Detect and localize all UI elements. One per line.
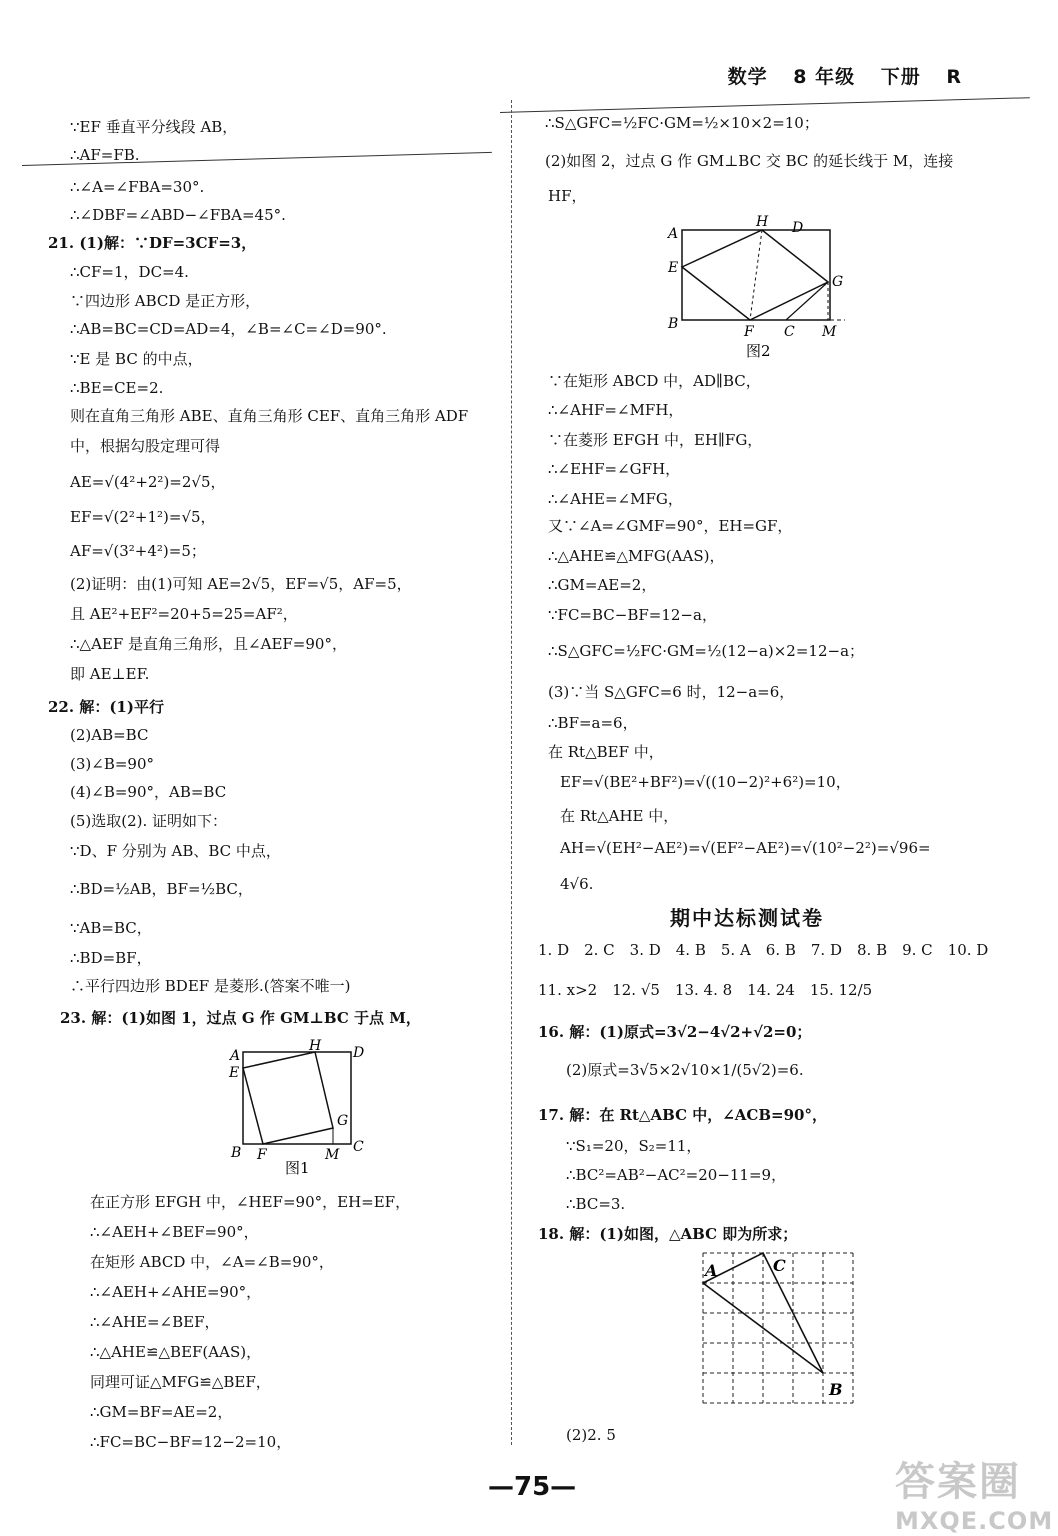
text-line: ∴△AHE≌△MFG(AAS)， [548, 547, 725, 565]
figure-1-caption: 图1 [285, 1159, 310, 1177]
text-line: ∴∠EHF=∠GFH， [548, 460, 681, 478]
question-22: 22. 解：(1)平行 [48, 698, 164, 716]
label-M: M [325, 1147, 340, 1163]
text-line: ∴BF=a=6， [548, 714, 638, 732]
text-line: AF=√(3²+4²)=5； [70, 542, 206, 560]
text-line: 同理可证△MFG≌△BEF， [90, 1373, 271, 1391]
text-line: 中，根据勾股定理可得 [70, 437, 221, 455]
watermark-bottom: MXQE.COM [895, 1507, 1054, 1535]
text-line: 在矩形 ABCD 中，∠A=∠B=90°， [90, 1253, 334, 1271]
column-divider [511, 100, 512, 1445]
text-line: (5)选取(2). 证明如下： [70, 812, 228, 830]
label-B: B [231, 1145, 242, 1161]
text-line: ∴△AEF 是直角三角形，且∠AEF=90°， [70, 635, 347, 653]
label-A: A [230, 1048, 241, 1064]
figure-2 [660, 210, 860, 380]
text-line: ∵E 是 BC 的中点， [70, 350, 203, 368]
label-C: C [784, 324, 795, 340]
figure-1 [225, 1035, 375, 1185]
text-line: (2)2. 5 [566, 1426, 616, 1444]
header-grade: 8 年级 [793, 66, 856, 88]
text-line: ∵FC=BC−BF=12−a， [548, 606, 717, 624]
text-line: ∴GM=BF=AE=2， [90, 1403, 233, 1421]
text-line: 4√6. [560, 875, 594, 893]
question-18: 18. 解：(1)如图，△ABC 即为所求； [538, 1225, 798, 1243]
label-A: A [705, 1261, 718, 1280]
text-line: ∴BD=½AB，BF=½BC， [70, 880, 253, 898]
text-line: ∵D、F 分别为 AB、BC 中点， [70, 842, 281, 860]
text-line: (3)∠B=90° [70, 755, 154, 773]
figure-3-grid [695, 1245, 865, 1420]
text-line: 又∵∠A=∠GMF=90°，EH=GF， [548, 517, 793, 535]
text-line: ∴∠DBF=∠ABD−∠FBA=45°. [70, 206, 286, 224]
label-G: G [832, 274, 844, 290]
text-line: 在 Rt△AHE 中， [560, 807, 679, 825]
text-line: EF=√(2²+1²)=√5， [70, 508, 216, 526]
question-17: 17. 解：在 Rt△ABC 中，∠ACB=90°， [538, 1106, 827, 1124]
label-B: B [668, 316, 679, 332]
text-line: AH=√(EH²−AE²)=√(EF²−AE²)=√(10²−2²)=√96= [560, 839, 931, 857]
text-line: (2)原式=3√5×2√10×1/(5√2)=6. [566, 1061, 804, 1079]
text-line: ∴BE=CE=2. [70, 379, 164, 397]
text-line: ∴∠A=∠FBA=30°. [70, 178, 205, 196]
text-line: ∴∠AHE=∠MFG， [548, 490, 683, 508]
text-line: ∵EF 垂直平分线段 AB， [70, 118, 238, 136]
header-edition: R [946, 66, 962, 88]
text-line: ∴∠AEH+∠AHE=90°， [90, 1283, 262, 1301]
question-23: 23. 解：(1)如图 1，过点 G 作 GM⊥BC 于点 M， [60, 1009, 421, 1027]
header-subject: 数学 [727, 66, 768, 88]
text-line: (3)∵当 S△GFC=6 时，12−a=6， [548, 683, 795, 701]
label-C: C [773, 1256, 786, 1275]
page-header [710, 62, 962, 89]
label-H: H [309, 1038, 322, 1054]
label-B: B [829, 1380, 843, 1399]
figure-2-caption: 图2 [746, 342, 771, 360]
question-16: 16. 解：(1)原式=3√2−4√2+√2=0； [538, 1023, 812, 1041]
label-F: F [257, 1147, 267, 1163]
text-line: ∴FC=BC−BF=12−2=10， [90, 1433, 292, 1451]
text-line: ∵S₁=20，S₂=11， [566, 1137, 702, 1155]
text-line: ∴CF=1，DC=4. [70, 263, 189, 281]
text-line: EF=√(BE²+BF²)=√((10−2)²+6²)=10， [560, 773, 851, 791]
text-line: ∵AB=BC， [70, 919, 152, 937]
label-E: E [229, 1065, 240, 1081]
page-number: —75— [488, 1472, 577, 1502]
text-line: ∴BC=3. [566, 1195, 626, 1213]
text-line: ∵四边形 ABCD 是正方形， [70, 292, 261, 310]
text-line: ∴S△GFC=½FC·GM=½(12−a)×2=12−a； [548, 642, 865, 660]
text-line: (2)如图 2，过点 G 作 GM⊥BC 交 BC 的延长线于 M，连接 [545, 152, 954, 170]
text-line: ∴BD=BF， [70, 949, 152, 967]
label-D: D [353, 1045, 365, 1061]
text-line: 即 AE⊥EF. [70, 665, 150, 683]
text-line: HF， [548, 187, 587, 205]
label-M: M [822, 324, 837, 340]
text-line: ∴AB=BC=CD=AD=4，∠B=∠C=∠D=90°. [70, 320, 387, 338]
text-line: ∵在矩形 ABCD 中，AD∥BC， [548, 372, 761, 390]
watermark [895, 1450, 1053, 1535]
label-E: E [668, 260, 679, 276]
text-line: (4)∠B=90°，AB=BC [70, 783, 227, 801]
header-volume: 下册 [880, 66, 921, 88]
text-line: 在正方形 EFGH 中，∠HEF=90°，EH=EF， [90, 1193, 411, 1211]
text-line: 在 Rt△BEF 中， [548, 743, 664, 761]
label-D: D [792, 220, 804, 236]
answers-11-15: 11. x>2 12. √5 13. 4. 8 14. 24 15. 12/5 [538, 981, 873, 999]
text-line: ∴∠AEH+∠BEF=90°， [90, 1223, 259, 1241]
text-line: ∴GM=AE=2， [548, 576, 657, 594]
watermark-top: 答案圈 [895, 1459, 1021, 1505]
header-rule-right [500, 97, 1030, 113]
text-line: 则在直角三角形 ABE、直角三角形 CEF、直角三角形 ADF [70, 407, 469, 425]
text-line: ∵在菱形 EFGH 中，EH∥FG， [548, 431, 763, 449]
text-line: ∴S△GFC=½FC·GM=½×10×2=10； [545, 114, 819, 132]
text-line: (2)证明：由(1)可知 AE=2√5，EF=√5，AF=5， [70, 575, 412, 593]
text-line: ∴AF=FB. [70, 146, 140, 164]
question-21: 21. (1)解：∵DF=3CF=3， [48, 234, 257, 252]
text-line: ∴△AHE≌△BEF(AAS)， [90, 1343, 262, 1361]
text-line: AE=√(4²+2²)=2√5， [70, 473, 226, 491]
text-line: ∴BC²=AB²−AC²=20−11=9， [566, 1166, 787, 1184]
label-F: F [744, 324, 754, 340]
text-line: ∴∠AHE=∠BEF， [90, 1313, 220, 1331]
mc-answers-1-10: 1. D 2. C 3. D 4. B 5. A 6. B 7. D 8. B 9. C 10. D [538, 941, 989, 959]
section-title: 期中达标测试卷 [670, 906, 824, 930]
label-A: A [668, 226, 679, 242]
text-line: 且 AE²+EF²=20+5=25=AF²， [70, 605, 298, 623]
label-H: H [756, 214, 769, 230]
text-line: (2)AB=BC [70, 726, 149, 744]
text-line: ∴平行四边形 BDEF 是菱形.(答案不唯一) [70, 977, 351, 995]
label-G: G [337, 1113, 349, 1129]
label-C: C [353, 1139, 364, 1155]
text-line: ∴∠AHF=∠MFH， [548, 401, 684, 419]
